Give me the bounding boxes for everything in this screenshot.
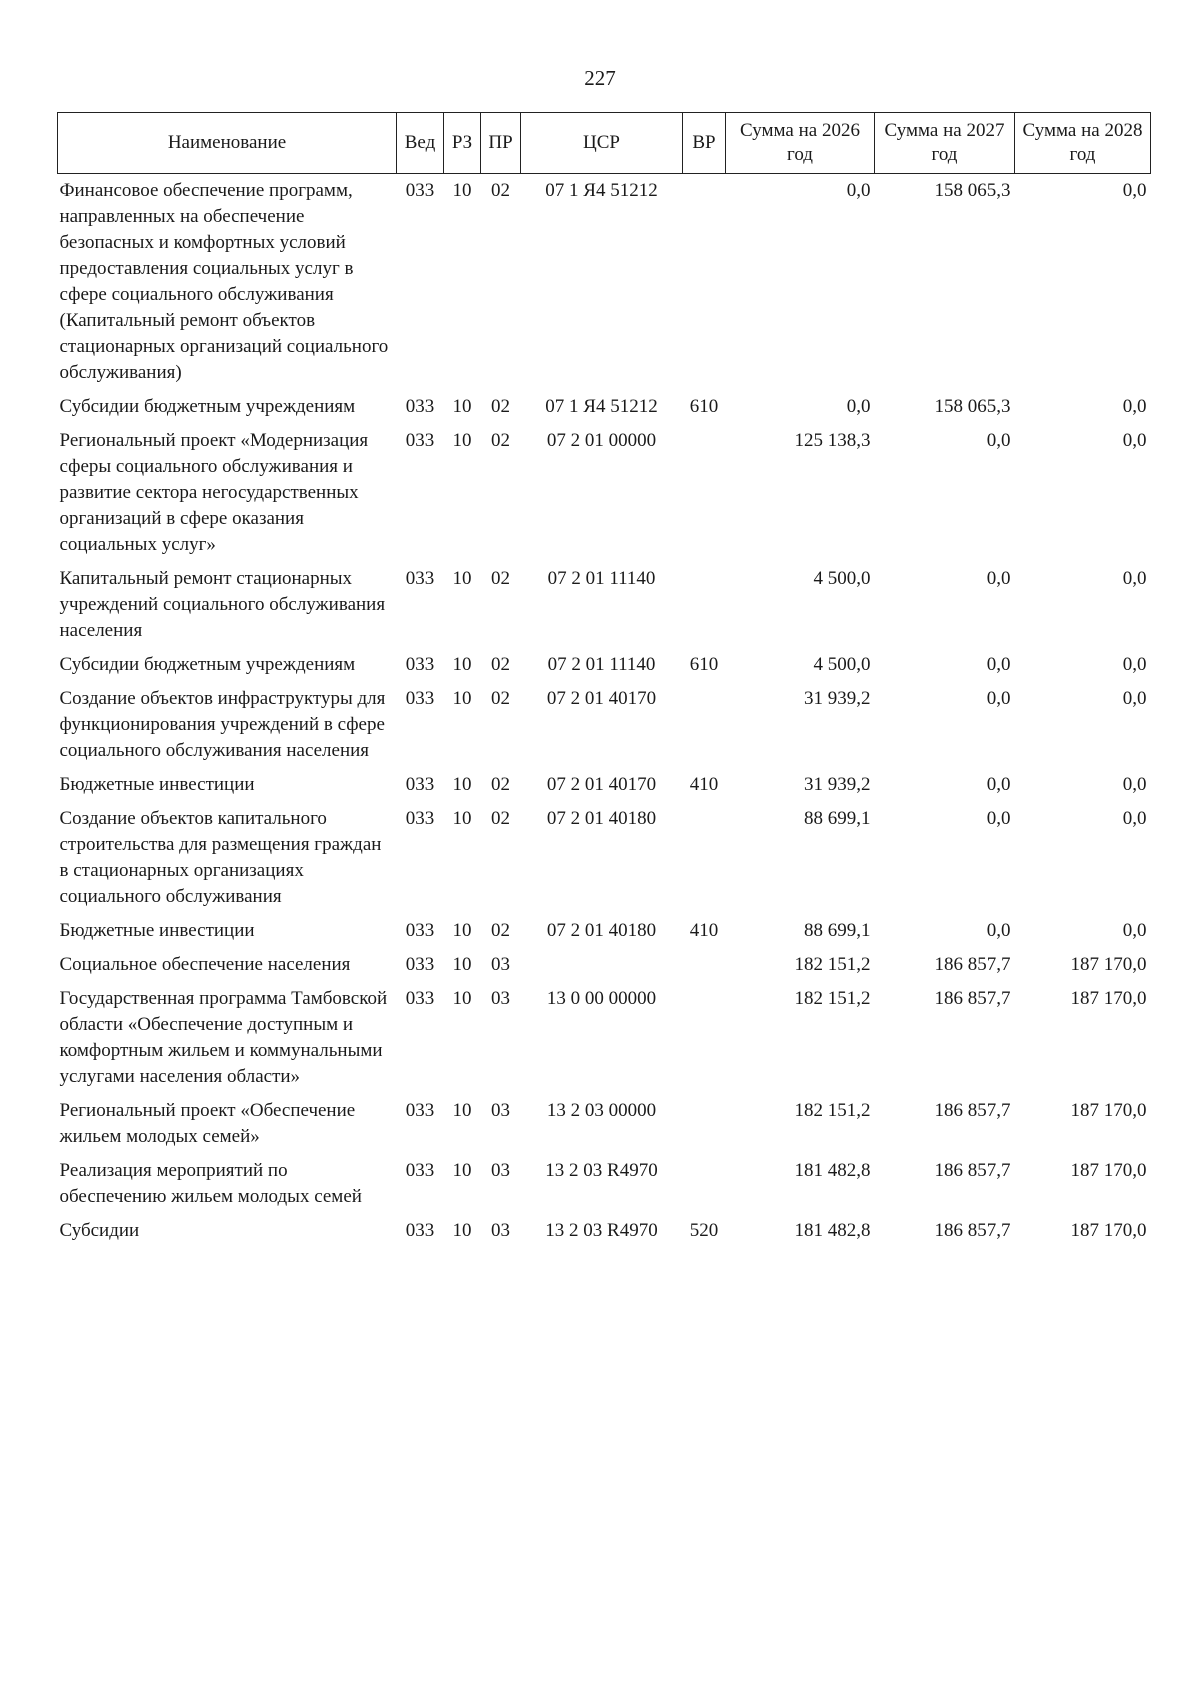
cell-name: Создание объектов инфраструктуры для функционирования учреждений в сфере социального обслуживания населения: [59, 688, 386, 761]
cell-rz: 10: [452, 1160, 472, 1181]
cell-csr: 13 2 03 00000: [546, 1100, 657, 1121]
cell-ved: 033: [405, 1100, 435, 1121]
cell-rz: 10: [452, 988, 472, 1009]
cell-vr: [683, 982, 726, 1094]
cell-sum-2027: 186 857,7: [934, 988, 1011, 1009]
cell-vr: [683, 1154, 726, 1214]
cell-rz: 10: [452, 688, 472, 709]
cell-csr: 13 2 03 R4970: [545, 1160, 658, 1181]
cell-sum-2027: 186 857,7: [934, 1100, 1011, 1121]
table-row: [58, 802, 1151, 914]
cell-sum-2028: 0,0: [1122, 774, 1147, 795]
cell-vr: 410: [689, 774, 719, 795]
cell-pr: 02: [491, 430, 510, 451]
table-body: [58, 174, 1151, 1249]
cell-sum-2028: 0,0: [1122, 568, 1147, 589]
cell-name: Региональный проект «Модернизация сферы социального обслуживания и развитие сектора негосударственных организаций в сфере оказания социальных услуг»: [59, 430, 369, 555]
cell-name: Бюджетные инвестиции: [59, 920, 255, 941]
cell-csr: 13 2 03 R4970: [545, 1220, 658, 1241]
page-number: 227: [584, 66, 616, 90]
cell-sum-2027: 158 065,3: [934, 396, 1011, 417]
cell-csr: [521, 948, 683, 982]
cell-rz: 10: [452, 808, 472, 829]
table-row: [58, 1214, 1151, 1248]
header-csr: ЦСР: [521, 113, 683, 174]
cell-vr: 520: [689, 1220, 719, 1241]
cell-sum-2026: 31 939,2: [804, 688, 871, 709]
cell-vr: [683, 562, 726, 648]
cell-vr: [683, 802, 726, 914]
cell-sum-2026: 125 138,3: [794, 430, 871, 451]
cell-ved: 033: [405, 688, 435, 709]
cell-rz: 10: [452, 568, 472, 589]
cell-name: Государственная программа Тамбовской области «Обеспечение доступным и комфортным жильем и коммунальными услугами населения области»: [59, 988, 388, 1087]
cell-sum-2027: 158 065,3: [934, 180, 1011, 201]
cell-name: Субсидии бюджетным учреждениям: [59, 654, 356, 675]
header-vr: ВР: [683, 113, 726, 174]
cell-vr: 610: [689, 654, 719, 675]
budget-table: [57, 112, 1151, 1248]
cell-sum-2027: 186 857,7: [934, 1160, 1011, 1181]
cell-ved: 033: [405, 920, 435, 941]
cell-csr: 07 2 01 11140: [547, 654, 656, 675]
cell-name: Региональный проект «Обеспечение жильем молодых семей»: [59, 1100, 356, 1147]
cell-name: Реализация мероприятий по обеспечению жильем молодых семей: [59, 1160, 362, 1207]
cell-vr: 410: [689, 920, 719, 941]
table-row: [58, 768, 1151, 802]
cell-pr: 02: [491, 774, 510, 795]
cell-vr: [683, 424, 726, 562]
cell-csr: 07 2 01 00000: [546, 430, 657, 451]
cell-ved: 033: [405, 808, 435, 829]
cell-sum-2026: 182 151,2: [794, 954, 871, 975]
cell-csr: 07 2 01 40180: [546, 920, 657, 941]
cell-name: Создание объектов капитального строительства для размещения граждан в стационарных организациях социального обслуживания: [59, 808, 382, 907]
cell-sum-2026: 0,0: [846, 180, 871, 201]
cell-csr: 07 1 Я4 51212: [545, 180, 658, 201]
cell-sum-2028: 0,0: [1122, 808, 1147, 829]
table-row: [58, 982, 1151, 1094]
cell-rz: 10: [452, 920, 472, 941]
cell-pr: 02: [491, 808, 510, 829]
cell-name: Субсидии бюджетным учреждениям: [59, 396, 356, 417]
cell-sum-2026: 181 482,8: [794, 1160, 871, 1181]
table-row: [58, 682, 1151, 768]
cell-ved: 033: [405, 396, 435, 417]
cell-ved: 033: [405, 774, 435, 795]
cell-ved: 033: [405, 654, 435, 675]
cell-vr: 610: [689, 396, 719, 417]
cell-sum-2028: 0,0: [1122, 688, 1147, 709]
cell-rz: 10: [452, 396, 472, 417]
cell-pr: 02: [491, 688, 510, 709]
cell-pr: 03: [491, 954, 510, 975]
header-pr: ПР: [481, 113, 521, 174]
cell-name: Социальное обеспечение населения: [59, 954, 351, 975]
header-sum-2026: Сумма на 2026 год: [726, 113, 875, 174]
cell-sum-2028: 187 170,0: [1070, 954, 1147, 975]
cell-ved: 033: [405, 988, 435, 1009]
header-sum-2028: Сумма на 2028 год: [1015, 113, 1151, 174]
cell-ved: 033: [405, 430, 435, 451]
table-row: [58, 390, 1151, 424]
cell-sum-2027: 0,0: [986, 920, 1011, 941]
cell-sum-2027: 0,0: [986, 808, 1011, 829]
cell-ved: 033: [405, 1220, 435, 1241]
cell-sum-2028: 187 170,0: [1070, 1100, 1147, 1121]
cell-pr: 02: [491, 654, 510, 675]
cell-csr: 07 2 01 40170: [546, 774, 657, 795]
table-row: [58, 948, 1151, 982]
header-name: Наименование: [58, 113, 397, 174]
cell-sum-2026: 182 151,2: [794, 988, 871, 1009]
cell-sum-2027: 0,0: [986, 774, 1011, 795]
table-row: [58, 1094, 1151, 1154]
cell-csr: 07 1 Я4 51212: [545, 396, 658, 417]
table-header-row: [58, 113, 1151, 174]
header-rz: РЗ: [444, 113, 481, 174]
cell-name: Субсидии: [59, 1220, 140, 1241]
cell-ved: 033: [405, 180, 435, 201]
cell-vr: [683, 174, 726, 391]
cell-sum-2027: 0,0: [986, 568, 1011, 589]
cell-vr: [683, 1094, 726, 1154]
cell-sum-2028: 187 170,0: [1070, 1160, 1147, 1181]
cell-sum-2026: 88 699,1: [804, 808, 871, 829]
cell-sum-2027: 0,0: [986, 654, 1011, 675]
cell-pr: 02: [491, 396, 510, 417]
cell-vr: [683, 682, 726, 768]
cell-csr: 07 2 01 11140: [547, 568, 656, 589]
cell-rz: 10: [452, 774, 472, 795]
table-row: [58, 562, 1151, 648]
cell-ved: 033: [405, 954, 435, 975]
cell-sum-2026: 182 151,2: [794, 1100, 871, 1121]
cell-sum-2028: 0,0: [1122, 654, 1147, 675]
cell-pr: 02: [491, 568, 510, 589]
cell-sum-2027: 0,0: [986, 688, 1011, 709]
cell-sum-2027: 186 857,7: [934, 954, 1011, 975]
cell-sum-2028: 0,0: [1122, 180, 1147, 201]
cell-sum-2026: 4 500,0: [813, 568, 871, 589]
cell-pr: 03: [491, 988, 510, 1009]
header-ved: Вед: [397, 113, 444, 174]
cell-rz: 10: [452, 180, 472, 201]
table-row: [58, 174, 1151, 391]
table-row: [58, 424, 1151, 562]
cell-sum-2027: 0,0: [986, 430, 1011, 451]
cell-name: Финансовое обеспечение программ, направленных на обеспечение безопасных и комфортных условий предоставления социальных услуг в сфере социального обслуживания (Капитальный ремонт объектов стационарных организаций социального обслуживания): [59, 180, 389, 383]
cell-csr: 07 2 01 40180: [546, 808, 657, 829]
table-row: [58, 648, 1151, 682]
cell-sum-2028: 0,0: [1122, 430, 1147, 451]
cell-sum-2028: 0,0: [1122, 920, 1147, 941]
cell-pr: 03: [491, 1220, 510, 1241]
cell-ved: 033: [405, 1160, 435, 1181]
cell-vr: [683, 948, 726, 982]
cell-pr: 02: [491, 920, 510, 941]
cell-rz: 10: [452, 1220, 472, 1241]
cell-sum-2028: 0,0: [1122, 396, 1147, 417]
table-row: [58, 1154, 1151, 1214]
cell-rz: 10: [452, 1100, 472, 1121]
header-sum-2027: Сумма на 2027 год: [875, 113, 1015, 174]
cell-ved: 033: [405, 568, 435, 589]
cell-pr: 03: [491, 1160, 510, 1181]
cell-rz: 10: [452, 954, 472, 975]
cell-sum-2026: 88 699,1: [804, 920, 871, 941]
cell-sum-2027: 186 857,7: [934, 1220, 1011, 1241]
cell-sum-2028: 187 170,0: [1070, 988, 1147, 1009]
cell-sum-2026: 0,0: [846, 396, 871, 417]
table-row: [58, 914, 1151, 948]
cell-csr: 13 0 00 00000: [546, 988, 657, 1009]
cell-sum-2026: 181 482,8: [794, 1220, 871, 1241]
cell-sum-2028: 187 170,0: [1070, 1220, 1147, 1241]
cell-rz: 10: [452, 430, 472, 451]
cell-csr: 07 2 01 40170: [546, 688, 657, 709]
cell-sum-2026: 31 939,2: [804, 774, 871, 795]
cell-sum-2026: 4 500,0: [813, 654, 871, 675]
cell-pr: 03: [491, 1100, 510, 1121]
cell-name: Бюджетные инвестиции: [59, 774, 255, 795]
cell-pr: 02: [491, 180, 510, 201]
cell-name: Капитальный ремонт стационарных учреждений социального обслуживания населения: [59, 568, 386, 641]
cell-rz: 10: [452, 654, 472, 675]
